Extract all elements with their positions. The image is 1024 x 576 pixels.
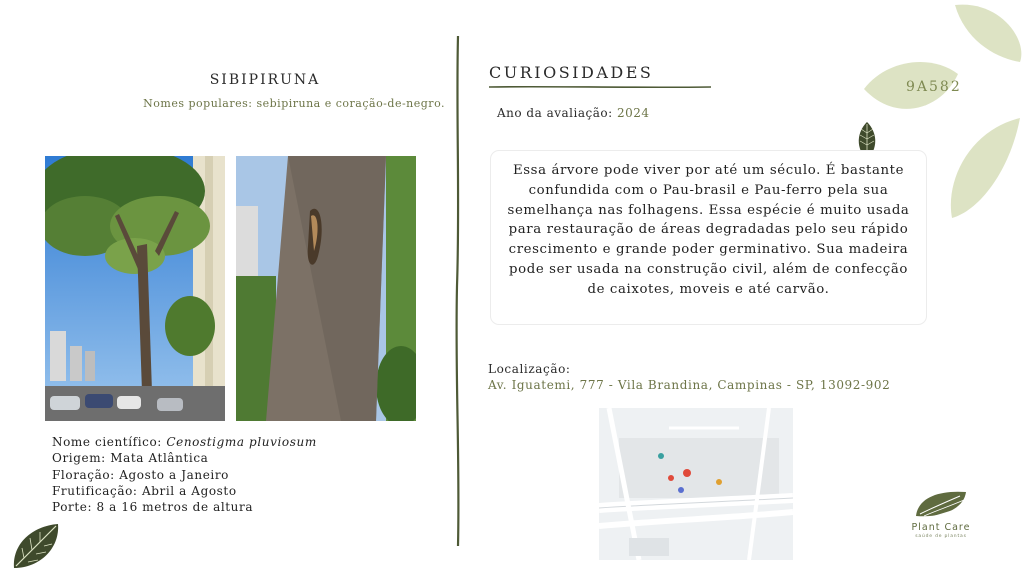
- tree-trunk-photo: [236, 156, 416, 421]
- leaf-icon: [10, 522, 62, 572]
- scientific-name-value: Cenostigma pluviosum: [166, 435, 317, 449]
- flowering-line: Floração: Agosto a Janeiro: [52, 467, 229, 482]
- brand-tagline: saúde de plantas: [915, 534, 967, 539]
- tree-canopy-photo: [45, 156, 225, 421]
- scientific-name-line: [52, 434, 442, 450]
- tree-facts: [52, 434, 442, 515]
- curiosities-title: CURIOSIDADES: [489, 63, 654, 82]
- brand-logo: [898, 486, 984, 546]
- curiosity-card: [490, 150, 927, 325]
- curiosity-text: Essa árvore pode viver por até um século. É bastante confundida com o Pau-brasil e Pau-ferro pela sua semelhança nas folhagens. Essa espécie é muito usada para restauração de áreas degradadas pelo seu rápido crescimento e grande poder germinativo. Sua madeira pode ser usada na construção civil, além de confecção de caixotes, moveis e até carvão.: [507, 163, 910, 297]
- brand-logo-icon: [898, 486, 984, 520]
- popular-names: Nomes populares: sebipiruna e coração-de-negro.: [143, 97, 445, 110]
- title-underline: [489, 84, 711, 90]
- fruiting-line: Frutificação: Abril a Agosto: [52, 483, 237, 498]
- evaluation-year-value: 2024: [616, 106, 650, 120]
- brand-name: Plant Care: [911, 522, 971, 533]
- column-divider: [452, 36, 464, 546]
- location-label: Localização:: [488, 362, 571, 376]
- location-map[interactable]: [599, 408, 793, 560]
- evaluation-year: [497, 106, 650, 120]
- origin-line: Origem: Mata Atlântica: [52, 451, 209, 466]
- size-line: Porte: 8 a 16 metros de altura: [52, 500, 254, 515]
- scientific-name-label: Nome científico:: [52, 435, 167, 449]
- evaluation-year-label: Ano da avaliação:: [497, 106, 617, 120]
- location-address[interactable]: Av. Iguatemi, 777 - Vila Brandina, Campinas - SP, 13092-902: [488, 378, 891, 392]
- tree-code: 9A582: [906, 79, 962, 95]
- species-title: SIBIPIRUNA: [209, 72, 321, 88]
